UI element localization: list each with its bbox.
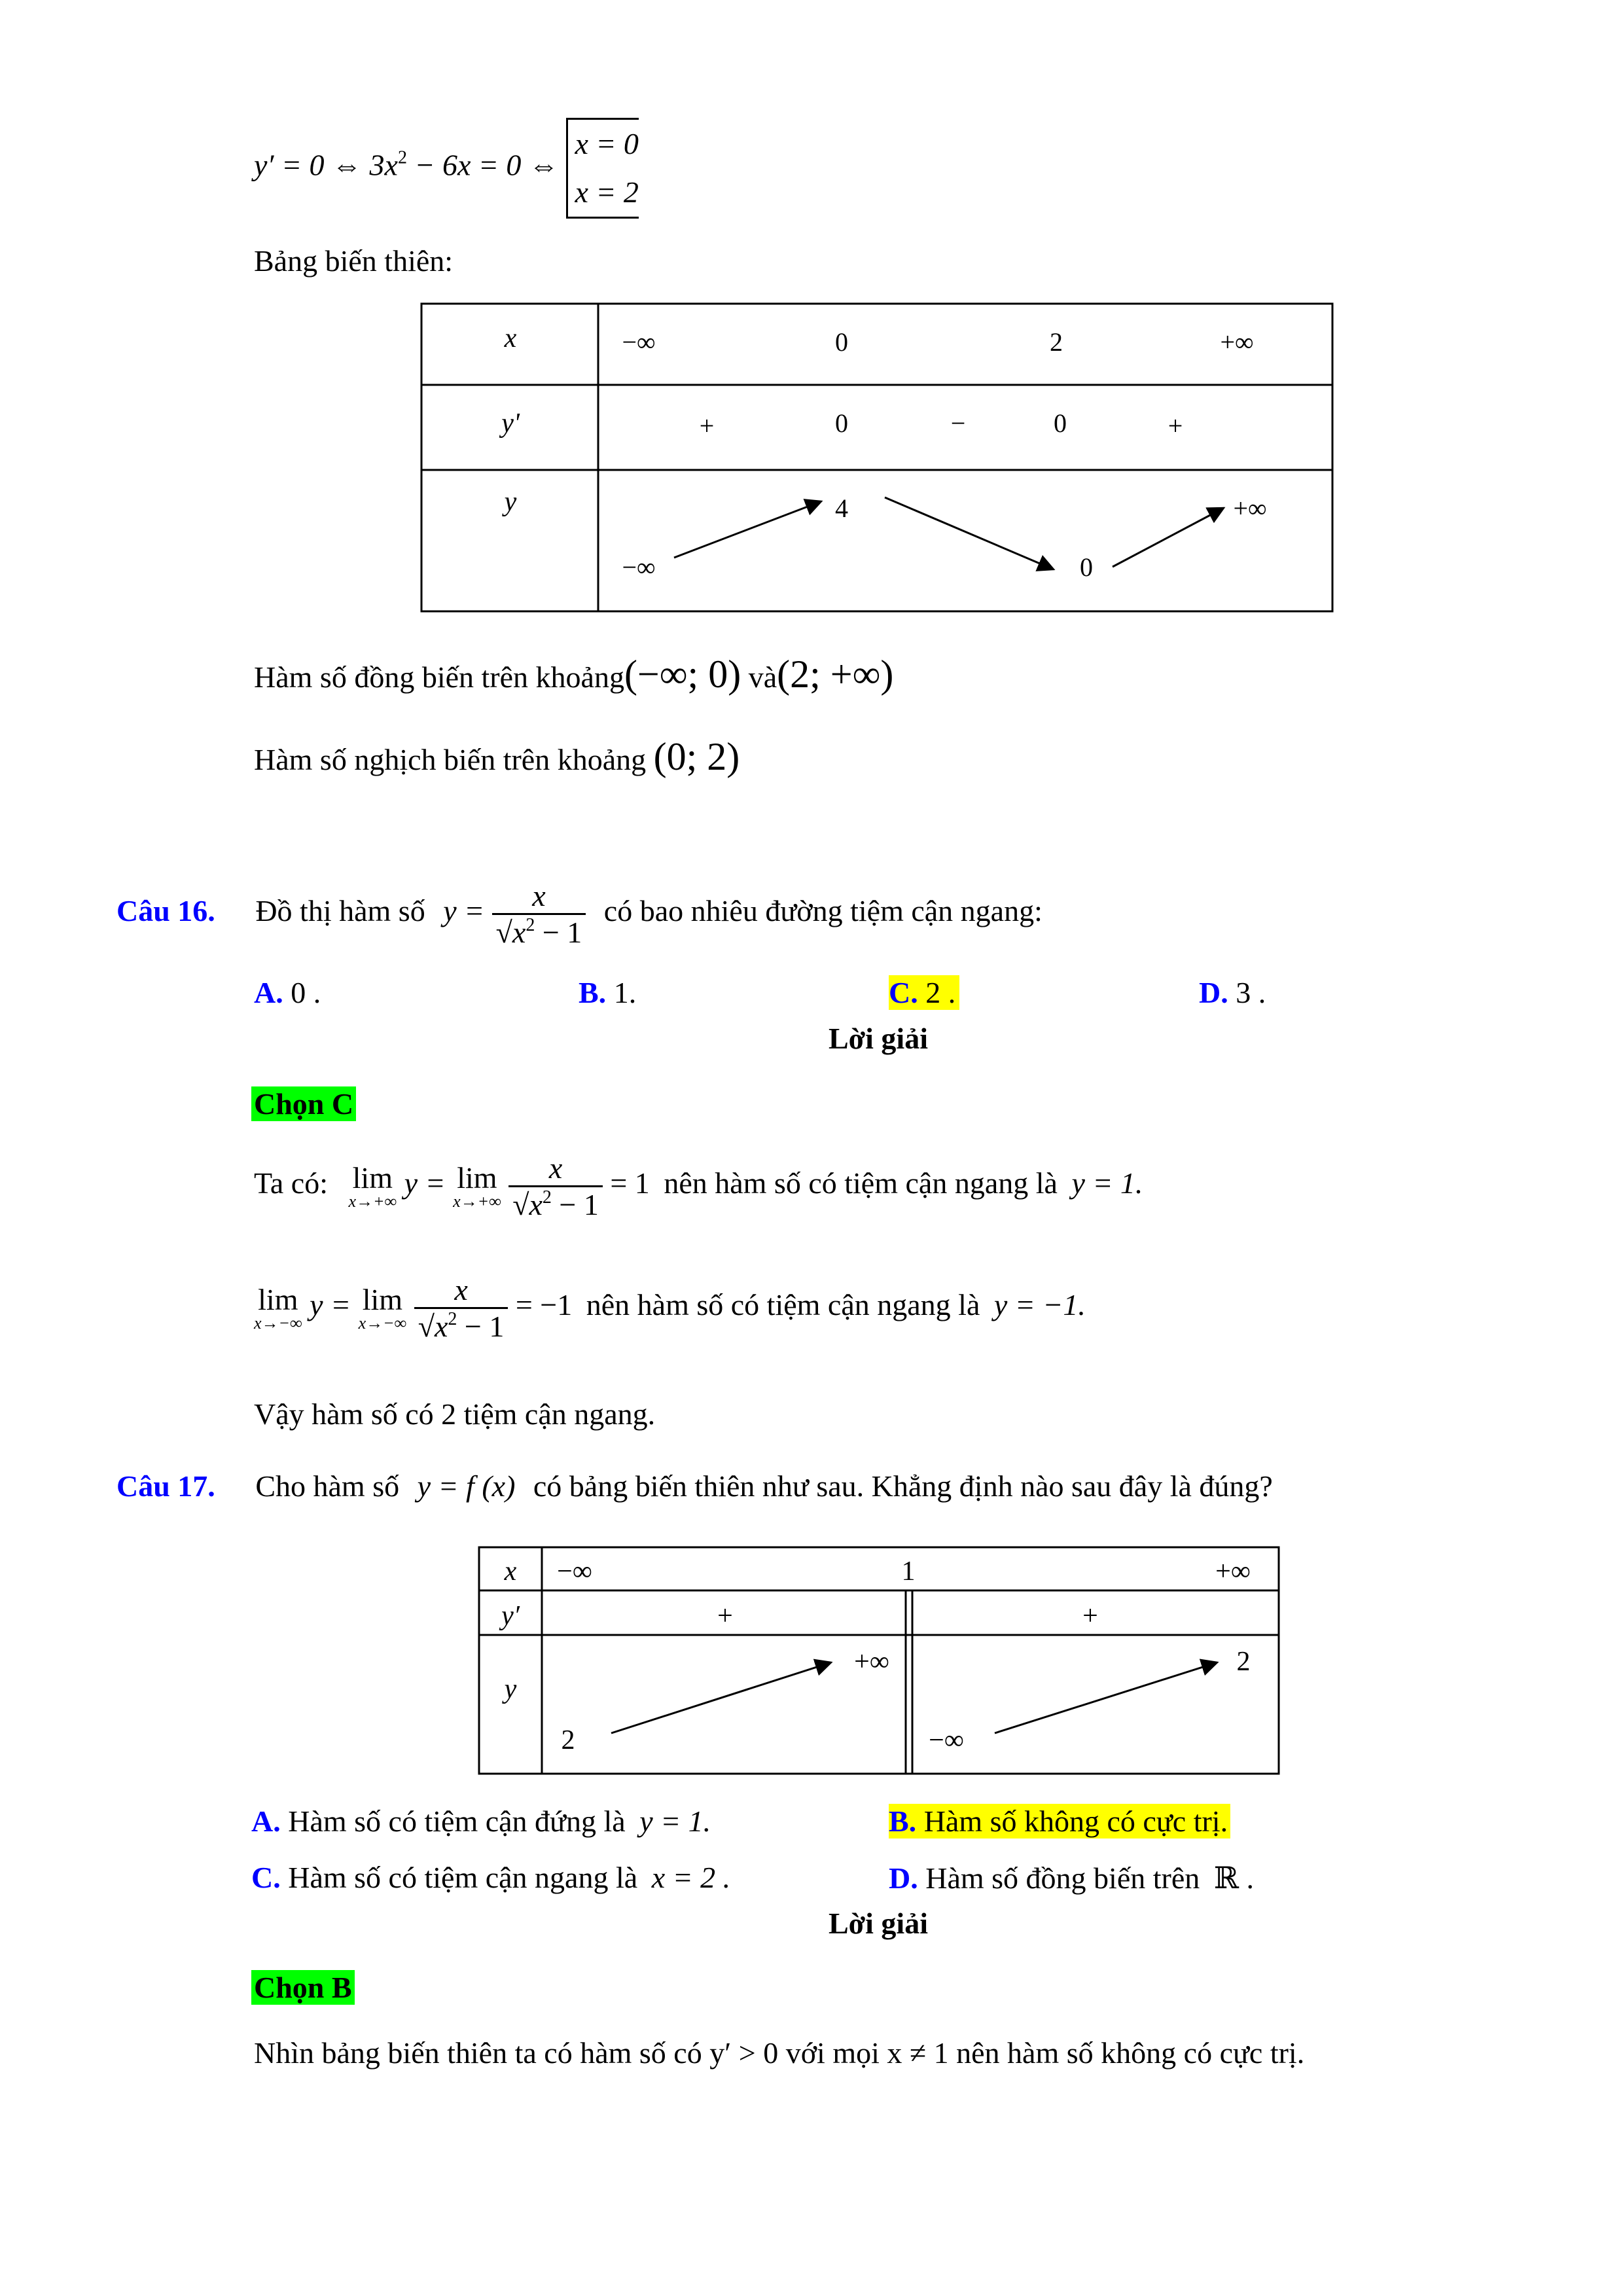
q16-conclusion: Vậy hàm số có 2 tiệm cận ngang. [254,1397,656,1431]
dong-bien-line [254,652,893,697]
q17-opt-d-math: ℝ . [1213,1861,1254,1895]
t1-arrow-up-1 [674,501,821,558]
q16-opt-b-value: 1. [613,976,637,1009]
t1-y-3: +∞ [1233,493,1267,523]
q16-yeq: y = [443,894,485,928]
q16-opt-d-letter: D. [1199,976,1228,1009]
q17-opt-d-text: Hàm số đồng biến trên [925,1861,1200,1895]
q17-option-d[interactable] [889,1860,1254,1895]
t2-x-0: −∞ [557,1556,592,1587]
dong-bien-and: và [748,660,777,694]
t2-y-3: 2 [1236,1647,1251,1677]
q16-den-base: x [512,916,526,949]
q16-loi-giai: Lời giải [829,1022,928,1055]
q16-lim2-den-rest: − 1 [457,1310,505,1343]
case-1: x = 0 [575,127,639,160]
t1-arrow-down [885,497,1054,569]
t1-label-yprime: y' [501,408,520,439]
q16-lim1-den-rest: − 1 [551,1188,599,1221]
q16-option-d[interactable] [1199,975,1266,1010]
q16-y-2: y = [310,1288,351,1322]
q16-opt-b-letter: B. [579,976,607,1009]
t2-x-2: +∞ [1215,1556,1251,1587]
t1-x-0: −∞ [622,327,656,357]
q16-opt-a-value: 0 . [291,976,321,1009]
q16-opt-a-letter: A. [254,976,283,1009]
t1-label-y: y [504,487,517,517]
q16-lim-sub-1a: x→+∞ [348,1191,397,1211]
q17-option-b[interactable] [889,1804,1230,1839]
t1-yp-3: 0 [1054,408,1067,438]
q16-lim1-num: x [548,1151,563,1185]
t1-label-x: x [504,323,517,353]
variation-table-2 [476,1545,1283,1780]
q16-lim1-den-exp: 2 [542,1187,552,1208]
q17-opt-a-text: Hàm số có tiệm cận đứng là [288,1804,626,1838]
q16-lim-2b: lim [362,1282,403,1316]
q16-num: x [532,879,546,912]
t2-yp-1: + [1082,1601,1098,1631]
dong-bien-interval-1: (−∞; 0) [624,653,741,696]
bbt-label: Bảng biến thiên: [254,244,454,278]
q16-text1: Đồ thị hàm số [255,894,425,928]
t1-yp-4: + [1168,411,1183,440]
case-2: x = 2 [575,175,639,209]
t1-y-2: 0 [1080,552,1093,582]
q17-opt-c-letter: C. [251,1861,281,1894]
t1-x-1: 0 [835,327,848,357]
q16-option-a[interactable] [254,975,321,1010]
q16-lim2-num: x [454,1273,468,1306]
eq-rhs: − 6x = 0 ⇔ [406,148,559,182]
q17-chon: Chọn B [251,1970,355,2005]
q16-y-1: y = [404,1166,446,1200]
dong-bien-text: Hàm số đồng biến trên khoảng [254,660,624,694]
t1-x-3: +∞ [1220,327,1254,357]
q17-heading [116,1469,1273,1503]
case-bracket [566,118,638,219]
q16-fraction: $\frac{x}{√x^2 - 1}$ [492,878,586,950]
q17-option-c[interactable] [251,1860,730,1895]
q17-text2: có bảng biến thiên như sau. Khẳng định nào sau đây là đúng? [533,1469,1273,1503]
q17-opt-b-text: Hàm số không có cực trị. [923,1804,1228,1838]
t2-label-y: y [504,1674,517,1704]
t1-yp-2: − [950,408,966,438]
q16-lim-1b: lim [457,1160,497,1194]
q16-limit-1: Ta có: lim x→+∞ y = lim x→+∞ $\frac{x}{√x^2 - 1}$ = 1 nên hàm số có tiệm cận ngang là y = 1. [254,1151,1143,1221]
q17-text1: Cho hàm số [255,1469,400,1503]
q16-eq1-result: = 1 [610,1166,650,1200]
q17-explanation: Nhìn bảng biến thiên ta có hàm số có y′ > 0 với mọi x ≠ 1 nên hàm số không có cực trị. [254,2036,1305,2070]
q16-eq2-text: nên hàm số có tiệm cận ngang là [586,1288,980,1322]
q17-opt-c-math: x = 2 . [651,1861,731,1894]
q16-lim-sub-2b: x→−∞ [358,1313,407,1333]
t2-arrow-2 [995,1662,1217,1733]
q16-chon: Chọn C [251,1086,356,1121]
q16-lim1-den-base: x [529,1188,543,1221]
q16-eq2-asym: y = −1. [993,1288,1086,1322]
q16-lim2-den-exp: 2 [448,1309,457,1329]
q16-option-b[interactable] [579,975,636,1010]
nghich-bien-text: Hàm số nghịch biến trên khoảng [254,743,647,776]
derivative-equation [254,118,639,219]
eq-exp: 2 [397,147,407,168]
q16-limit-2: lim x→−∞ y = lim x→−∞ $\frac{x}{√x^2 - 1}$ = −1 nên hàm số có tiệm cận ngang là y = −1. [254,1273,1086,1343]
q16-lim-sub-1b: x→+∞ [453,1191,501,1211]
q16-eq2-result: = −1 [515,1288,573,1322]
q16-den-exp: 2 [526,915,535,935]
q17-opt-d-letter: D. [889,1861,918,1895]
q16-lim-1a: lim [352,1160,393,1194]
t2-x-1: 1 [901,1556,916,1587]
variation-table-1 [419,301,1335,615]
nghich-bien-line [254,734,740,780]
q17-func: y = f (x) [417,1469,516,1503]
q16-lim2-den-base: x [434,1310,448,1343]
t1-x-2: 2 [1050,327,1063,357]
t1-y-1: 4 [835,493,848,523]
q16-option-c[interactable] [889,975,959,1010]
t2-arrow-1 [611,1662,831,1733]
q16-eq1-asym: y = 1. [1071,1166,1143,1200]
q16-eq1-text: nên hàm số có tiệm cận ngang là [664,1166,1058,1200]
q17-opt-a-math: y = 1. [639,1804,711,1838]
q17-label: Câu 17. [116,1469,215,1503]
t1-y-0: −∞ [622,552,656,582]
t2-y-2: −∞ [929,1725,964,1755]
q16-lim-sub-2a: x→−∞ [254,1313,302,1333]
t2-yp-0: + [717,1601,733,1631]
q16-opt-c-letter: C. [889,976,918,1009]
q16-heading [116,878,1043,950]
q17-option-a[interactable] [251,1804,711,1839]
eq-lhs: y′ = 0 ⇔ 3x [254,148,398,182]
q17-opt-a-letter: A. [251,1804,281,1838]
q16-text2: có bao nhiêu đường tiệm cận ngang: [603,894,1043,928]
q17-opt-c-text: Hàm số có tiệm cận ngang là [288,1861,638,1894]
q16-label: Câu 16. [116,894,215,928]
dong-bien-interval-2: (2; +∞) [777,653,894,696]
t1-yp-1: 0 [835,408,848,438]
q16-ta-co: Ta có: [254,1166,329,1200]
t2-label-x: x [504,1556,517,1587]
q17-loi-giai: Lời giải [829,1907,928,1940]
t2-label-yprime: y′ [501,1601,520,1631]
q16-opt-d-value: 3 . [1236,976,1266,1009]
t1-yp-0: + [699,411,715,440]
t2-y-0: 2 [561,1725,575,1755]
t1-arrow-up-2 [1113,508,1224,567]
table1-border [421,304,1332,611]
q16-opt-c-value: 2 . [925,976,956,1009]
t2-y-1: +∞ [854,1647,889,1677]
q16-lim-2a: lim [258,1282,298,1316]
q17-opt-b-letter: B. [889,1804,917,1838]
q16-den-rest: − 1 [535,916,582,949]
nghich-bien-interval: (0; 2) [653,735,740,778]
